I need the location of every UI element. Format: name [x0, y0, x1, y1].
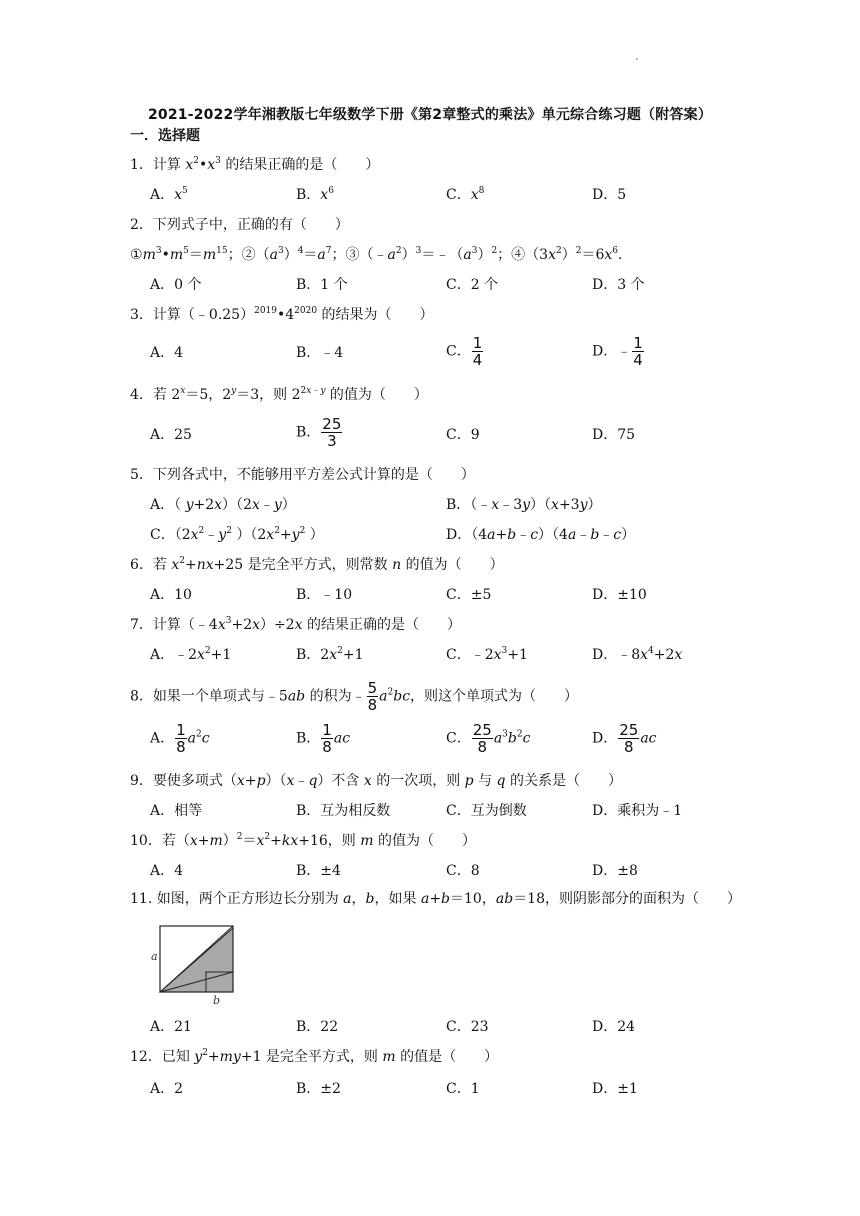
option-d[interactable]: D．±10	[592, 587, 647, 603]
option-a[interactable]: A．4	[150, 345, 184, 361]
option-b[interactable]: B．互为相反数	[296, 803, 391, 819]
question-11: 11. 如图，两个正方形边长分别为 a，b，如果 a+b＝10，ab＝18，则阴影部分的面积为（ ）	[130, 891, 741, 907]
option-b[interactable]: B．±4	[296, 863, 341, 879]
question-2: 2．下列式子中，正确的有（ ）	[130, 217, 349, 233]
question-6: 6．若 $x^2+nx+25$ 是完全平方式，则常数 n 的值为（ ）	[130, 556, 504, 573]
option-c[interactable]: C． $\frac{1}{4}$	[446, 334, 483, 369]
option-c[interactable]: C．$﹣2x^3+1$	[446, 646, 528, 663]
option-a[interactable]: A．0 个	[150, 277, 202, 293]
option-d[interactable]: D．3 个	[592, 277, 645, 293]
option-a[interactable]: A．4	[150, 863, 184, 879]
option-d[interactable]: D．5	[592, 187, 627, 203]
option-a[interactable]: A．（ y+2x）（2x﹣y）	[150, 497, 296, 513]
option-c[interactable]: C．8	[446, 863, 480, 879]
question-8: 8．如果一个单项式与﹣5ab 的积为﹣ $\frac{5}{8}$ $a^2bc$，则这个单项式为（ ）	[130, 679, 579, 714]
question-4: 4．若 $2^x=5$，$2^y=3$，则 $2^{2x﹣y}$ 的值为（ ）	[130, 386, 428, 403]
question-1: 1．计算 $x^2•x^3$ 的结果正确的是（ ）	[130, 156, 380, 173]
option-b[interactable]: B．±2	[296, 1081, 341, 1097]
option-b[interactable]: B． $\frac{1}{8}$ ac	[296, 721, 351, 756]
section-heading: 一．选择题	[130, 128, 200, 144]
option-c[interactable]: C．互为倒数	[446, 803, 527, 819]
squares-figure	[148, 918, 248, 1008]
option-a[interactable]: A．21	[150, 1019, 192, 1035]
label-b: b	[213, 994, 221, 1007]
option-d[interactable]: D．﹣ $\frac{1}{4}$	[592, 334, 643, 369]
option-c[interactable]: C．±5	[446, 587, 492, 603]
option-a[interactable]: A．25	[150, 427, 192, 443]
option-d[interactable]: D．75	[592, 427, 636, 443]
option-d[interactable]: D． $\frac{25}{8}$ ac	[592, 721, 657, 756]
label-a: a	[151, 950, 158, 963]
option-a[interactable]: A．$﹣2x^2+1$	[150, 646, 232, 663]
question-10: 10．若$(x+m)^2=x^2+kx+16$，则 m 的值为（ ）	[130, 832, 476, 849]
option-b[interactable]: B．﹣10	[296, 587, 353, 603]
option-b[interactable]: B．22	[296, 1019, 339, 1035]
question-5: 5．下列各式中，不能够用平方差公式计算的是（ ）	[130, 467, 475, 483]
option-c[interactable]: C．9	[446, 427, 480, 443]
option-c[interactable]: C．（$2x^2﹣y^2$ ）（$2x^2+y^2$ ）	[150, 526, 324, 543]
question-3: 3．计算$(﹣0.25)^{2019}•4^{2020}$ 的结果为（ ）	[130, 306, 434, 323]
option-a[interactable]: A．相等	[150, 803, 203, 819]
option-c[interactable]: C．23	[446, 1019, 489, 1035]
option-b[interactable]: B．（﹣x﹣3y）（x+3y）	[446, 497, 602, 513]
option-d[interactable]: D．24	[592, 1019, 636, 1035]
option-b[interactable]: B．$2x^2+1$	[296, 646, 364, 663]
option-c[interactable]: C．$x^8$	[446, 186, 485, 203]
option-d[interactable]: D．（4a+b﹣c）（4a﹣b﹣c）	[446, 527, 636, 543]
option-d[interactable]: D．$﹣8x^4+2x$	[592, 646, 683, 663]
option-c[interactable]: C．1	[446, 1081, 480, 1097]
option-a[interactable]: A．2	[150, 1081, 184, 1097]
option-b[interactable]: B．$x^6$	[296, 186, 334, 203]
small-square	[206, 972, 233, 992]
option-c[interactable]: C．2 个	[446, 277, 499, 293]
option-d[interactable]: D．乘积为﹣1	[592, 803, 683, 819]
option-b[interactable]: B．﹣4	[296, 345, 344, 361]
question-12: 12．已知 $y^2+my+1$ 是完全平方式，则 m 的值是（ ）	[130, 1048, 499, 1065]
stray-dot	[636, 58, 638, 60]
option-a[interactable]: A．10	[150, 587, 192, 603]
option-d[interactable]: D．±1	[592, 1081, 638, 1097]
page-title: 2021-2022学年湘教版七年级数学下册《第2章整式的乘法》单元综合练习题（附答案）	[147, 107, 713, 123]
option-c[interactable]: C． $\frac{25}{8}$ $a^3b^2c$	[446, 721, 531, 756]
option-a[interactable]: A．$x^5$	[150, 186, 188, 203]
question-7: 7．计算$(﹣4x^3+2x)\div 2x$ 的结果正确的是（ ）	[130, 616, 462, 633]
option-b[interactable]: B． $\frac{25}{3}$	[296, 415, 342, 450]
option-d[interactable]: D．±8	[592, 863, 638, 879]
option-a[interactable]: A． $\frac{1}{8}$ $a^2c$	[150, 721, 210, 756]
option-b[interactable]: B．1 个	[296, 277, 348, 293]
question-2-statements: $①m^3•m^5=m^{15}$；$②(a^3)^4=a^7$；$③(﹣a^2)^3=﹣(a^3)^2$；$④(3x^2)^2=6x^6$.	[130, 246, 623, 263]
question-9: 9．要使多项式（x+p）（x﹣q）不含 x 的一次项，则 p 与 q 的关系是（ ）	[130, 773, 622, 789]
